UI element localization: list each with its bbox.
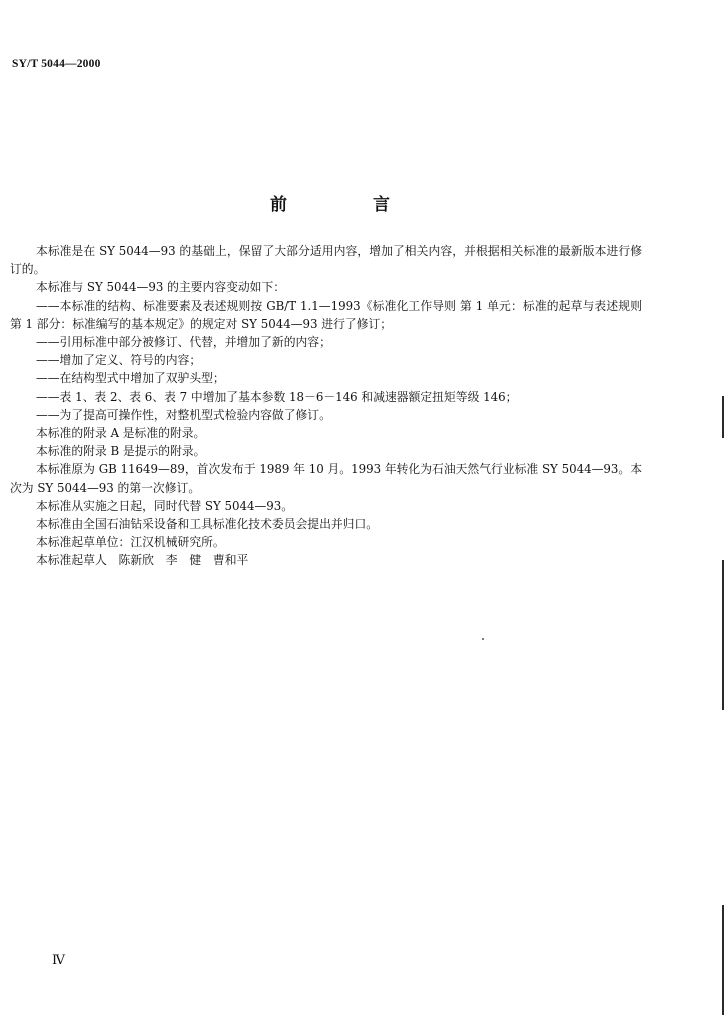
paragraph-drafters: 本标准起草人 陈新欣 李 健 曹和平 — [35, 553, 249, 568]
page-title: 前 言 — [270, 195, 430, 215]
document-code: SY/T 5044—2000 — [12, 58, 101, 70]
paragraph-drafting-unit: 本标准起草单位：江汉机械研究所。 — [35, 535, 225, 550]
change-item-type-test: ——为了提高可操作性，对整机型式检验内容做了修订。 — [35, 407, 331, 422]
paragraph-appendix-b: 本标准的附录 B 是提示的附录。 — [35, 444, 206, 459]
change-item-references: ——引用标准中部分被修订、代替，并增加了新的内容； — [35, 335, 331, 350]
paragraph-replacement: 本标准从实施之日起，同时代替 SY 5044—93。 — [35, 498, 294, 513]
change-item-tables: ——表 1、表 2、表 6、表 7 中增加了基本参数 18－6－146 和减速器额定扭矩等级 146； — [35, 389, 518, 404]
change-item-structure-type: ——在结构型式中增加了双驴头型； — [35, 371, 225, 386]
change-item-definitions: ——增加了定义、符号的内容； — [35, 353, 202, 368]
paragraph-committee: 本标准由全国石油钻采设备和工具标准化技术委员会提出并归口。 — [35, 517, 379, 532]
paragraph-appendix-a: 本标准的附录 A 是标准的附录。 — [35, 426, 206, 441]
page-number: Ⅳ — [52, 952, 65, 967]
foreword-body — [10, 242, 642, 570]
paragraph-basis: 本标准是在 SY 5044—93 的基础上，保留了大部分适用内容，增加了相关内容，并根据相关标准的最新版本进行修订的。 — [10, 244, 642, 277]
scan-speck — [482, 638, 484, 640]
paragraph-history: 本标准原为 GB 11649—89，首次发布于 1989 年 10 月。1993 年转化为石油天然气行业标准 SY 5044—93。本次为 SY 5044—93 的第一次修订。 — [10, 462, 642, 495]
change-item-structure: ——本标准的结构、标准要素及表述规则按 GB/T 1.1—1993《标准化工作导则 第 1 单元：标准的起草与表述规则 第 1 部分：标准编写的基本规定》的规定对 SY 5044—93 进行了修订； — [10, 298, 642, 331]
paragraph-changes-intro: 本标准与 SY 5044—93 的主要内容变动如下： — [35, 280, 286, 295]
